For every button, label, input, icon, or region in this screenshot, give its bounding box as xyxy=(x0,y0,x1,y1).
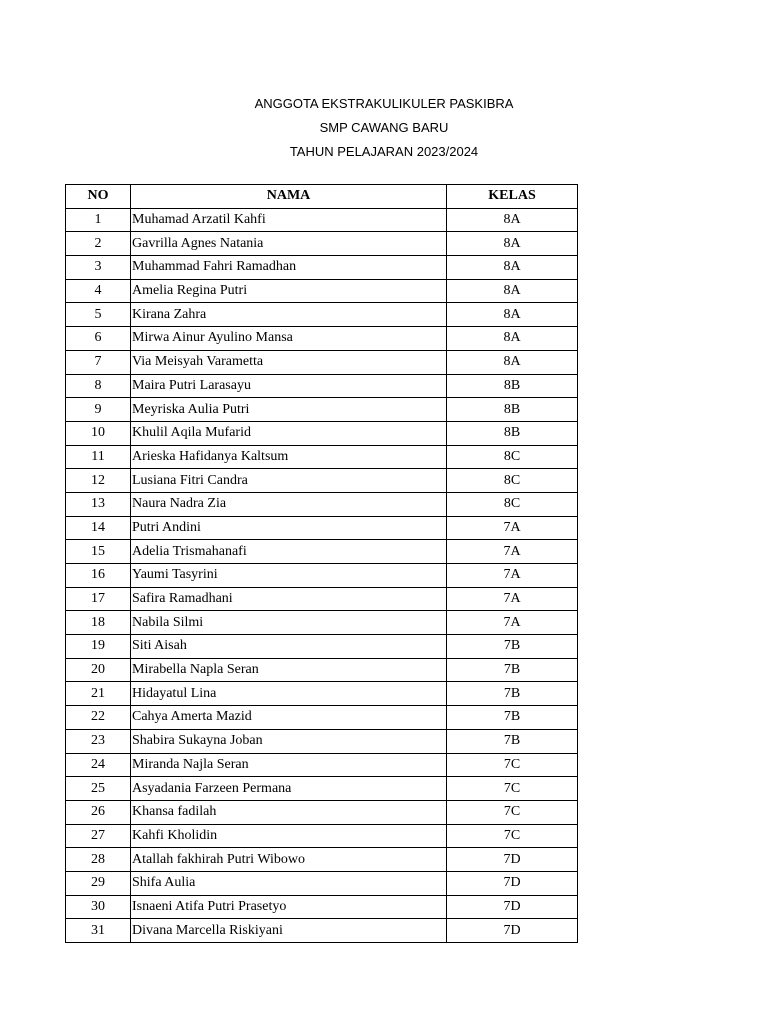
column-header-kelas: KELAS xyxy=(447,185,578,209)
row-number: 26 xyxy=(66,800,131,824)
student-class: 8A xyxy=(447,303,578,327)
row-number: 27 xyxy=(66,824,131,848)
student-name: Divana Marcella Riskiyani xyxy=(131,919,447,943)
student-name: Khulil Aqila Mufarid xyxy=(131,421,447,445)
table-row xyxy=(66,777,578,801)
student-name: Nabila Silmi xyxy=(131,611,447,635)
student-name: Cahya Amerta Mazid xyxy=(131,706,447,730)
student-class: 8B xyxy=(447,374,578,398)
row-number: 2 xyxy=(66,232,131,256)
column-header-no: NO xyxy=(66,185,131,209)
student-class: 7D xyxy=(447,871,578,895)
document-title: ANGGOTA EKSTRAKULIKULER PASKIBRA xyxy=(254,96,514,111)
column-header-nama: NAMA xyxy=(131,185,447,209)
student-name: Shifa Aulia xyxy=(131,871,447,895)
student-class: 7D xyxy=(447,895,578,919)
table-row xyxy=(66,421,578,445)
student-class: 7C xyxy=(447,777,578,801)
table-row xyxy=(66,564,578,588)
table-row xyxy=(66,445,578,469)
table-row xyxy=(66,611,578,635)
student-class: 8B xyxy=(447,398,578,422)
student-name: Naura Nadra Zia xyxy=(131,492,447,516)
table-row xyxy=(66,469,578,493)
table-row xyxy=(66,729,578,753)
row-number: 16 xyxy=(66,564,131,588)
student-class: 8B xyxy=(447,421,578,445)
student-class: 7D xyxy=(447,919,578,943)
row-number: 17 xyxy=(66,587,131,611)
student-name: Arieska Hafidanya Kaltsum xyxy=(131,445,447,469)
row-number: 10 xyxy=(66,421,131,445)
student-class: 8C xyxy=(447,469,578,493)
row-number: 11 xyxy=(66,445,131,469)
student-class: 7A xyxy=(447,611,578,635)
student-name: Via Meisyah Varametta xyxy=(131,350,447,374)
academic-year: TAHUN PELAJARAN 2023/2024 xyxy=(289,144,479,159)
student-name: Yaumi Tasyrini xyxy=(131,564,447,588)
student-name: Maira Putri Larasayu xyxy=(131,374,447,398)
row-number: 23 xyxy=(66,729,131,753)
student-class: 8A xyxy=(447,327,578,351)
table-header-row xyxy=(66,185,578,209)
row-number: 24 xyxy=(66,753,131,777)
student-name: Kirana Zahra xyxy=(131,303,447,327)
row-number: 28 xyxy=(66,848,131,872)
student-name: Adelia Trismahanafi xyxy=(131,540,447,564)
member-table xyxy=(65,184,578,943)
table-row xyxy=(66,540,578,564)
student-class: 7B xyxy=(447,706,578,730)
row-number: 14 xyxy=(66,516,131,540)
table-row xyxy=(66,492,578,516)
table-row xyxy=(66,232,578,256)
row-number: 7 xyxy=(66,350,131,374)
student-name: Hidayatul Lina xyxy=(131,682,447,706)
student-class: 7B xyxy=(447,729,578,753)
table-row xyxy=(66,374,578,398)
student-class: 8C xyxy=(447,445,578,469)
student-name: Muhammad Fahri Ramadhan xyxy=(131,256,447,280)
row-number: 31 xyxy=(66,919,131,943)
student-class: 8A xyxy=(447,208,578,232)
table-row xyxy=(66,587,578,611)
row-number: 3 xyxy=(66,256,131,280)
table-row xyxy=(66,919,578,943)
student-name: Lusiana Fitri Candra xyxy=(131,469,447,493)
student-name: Kahfi Kholidin xyxy=(131,824,447,848)
table-row xyxy=(66,350,578,374)
student-class: 8A xyxy=(447,279,578,303)
row-number: 12 xyxy=(66,469,131,493)
student-class: 8A xyxy=(447,256,578,280)
student-name: Safira Ramadhani xyxy=(131,587,447,611)
student-class: 7C xyxy=(447,753,578,777)
student-name: Khansa fadilah xyxy=(131,800,447,824)
row-number: 22 xyxy=(66,706,131,730)
student-name: Mirabella Napla Seran xyxy=(131,658,447,682)
student-name: Mirwa Ainur Ayulino Mansa xyxy=(131,327,447,351)
student-class: 7C xyxy=(447,824,578,848)
student-name: Amelia Regina Putri xyxy=(131,279,447,303)
table-row xyxy=(66,256,578,280)
student-name: Isnaeni Atifa Putri Prasetyo xyxy=(131,895,447,919)
document-header xyxy=(0,92,768,164)
student-name: Asyadania Farzeen Permana xyxy=(131,777,447,801)
table-row xyxy=(66,327,578,351)
row-number: 9 xyxy=(66,398,131,422)
row-number: 15 xyxy=(66,540,131,564)
row-number: 5 xyxy=(66,303,131,327)
row-number: 4 xyxy=(66,279,131,303)
student-class: 7A xyxy=(447,564,578,588)
row-number: 30 xyxy=(66,895,131,919)
table-row xyxy=(66,682,578,706)
student-name: Shabira Sukayna Joban xyxy=(131,729,447,753)
student-class: 7B xyxy=(447,682,578,706)
row-number: 1 xyxy=(66,208,131,232)
student-name: Muhamad Arzatil Kahfi xyxy=(131,208,447,232)
table-row xyxy=(66,753,578,777)
row-number: 20 xyxy=(66,658,131,682)
student-class: 8A xyxy=(447,350,578,374)
row-number: 29 xyxy=(66,871,131,895)
table-row xyxy=(66,706,578,730)
table-row xyxy=(66,279,578,303)
student-name: Putri Andini xyxy=(131,516,447,540)
table-row xyxy=(66,398,578,422)
table-row xyxy=(66,824,578,848)
student-name: Meyriska Aulia Putri xyxy=(131,398,447,422)
row-number: 18 xyxy=(66,611,131,635)
table-row xyxy=(66,303,578,327)
student-name: Atallah fakhirah Putri Wibowo xyxy=(131,848,447,872)
student-class: 7A xyxy=(447,540,578,564)
table-row xyxy=(66,800,578,824)
row-number: 13 xyxy=(66,492,131,516)
row-number: 6 xyxy=(66,327,131,351)
student-name: Gavrilla Agnes Natania xyxy=(131,232,447,256)
row-number: 19 xyxy=(66,635,131,659)
table-row xyxy=(66,516,578,540)
row-number: 25 xyxy=(66,777,131,801)
student-class: 8A xyxy=(447,232,578,256)
student-class: 7B xyxy=(447,658,578,682)
row-number: 8 xyxy=(66,374,131,398)
student-class: 7D xyxy=(447,848,578,872)
table-row xyxy=(66,848,578,872)
student-class: 7B xyxy=(447,635,578,659)
table-row xyxy=(66,208,578,232)
student-name: Miranda Najla Seran xyxy=(131,753,447,777)
student-class: 7A xyxy=(447,516,578,540)
table-row xyxy=(66,871,578,895)
school-name: SMP CAWANG BARU xyxy=(319,120,449,135)
table-row xyxy=(66,895,578,919)
table-row xyxy=(66,658,578,682)
table-body xyxy=(66,208,578,942)
row-number: 21 xyxy=(66,682,131,706)
student-name: Siti Aisah xyxy=(131,635,447,659)
student-class: 7C xyxy=(447,800,578,824)
table-row xyxy=(66,635,578,659)
student-class: 7A xyxy=(447,587,578,611)
student-class: 8C xyxy=(447,492,578,516)
